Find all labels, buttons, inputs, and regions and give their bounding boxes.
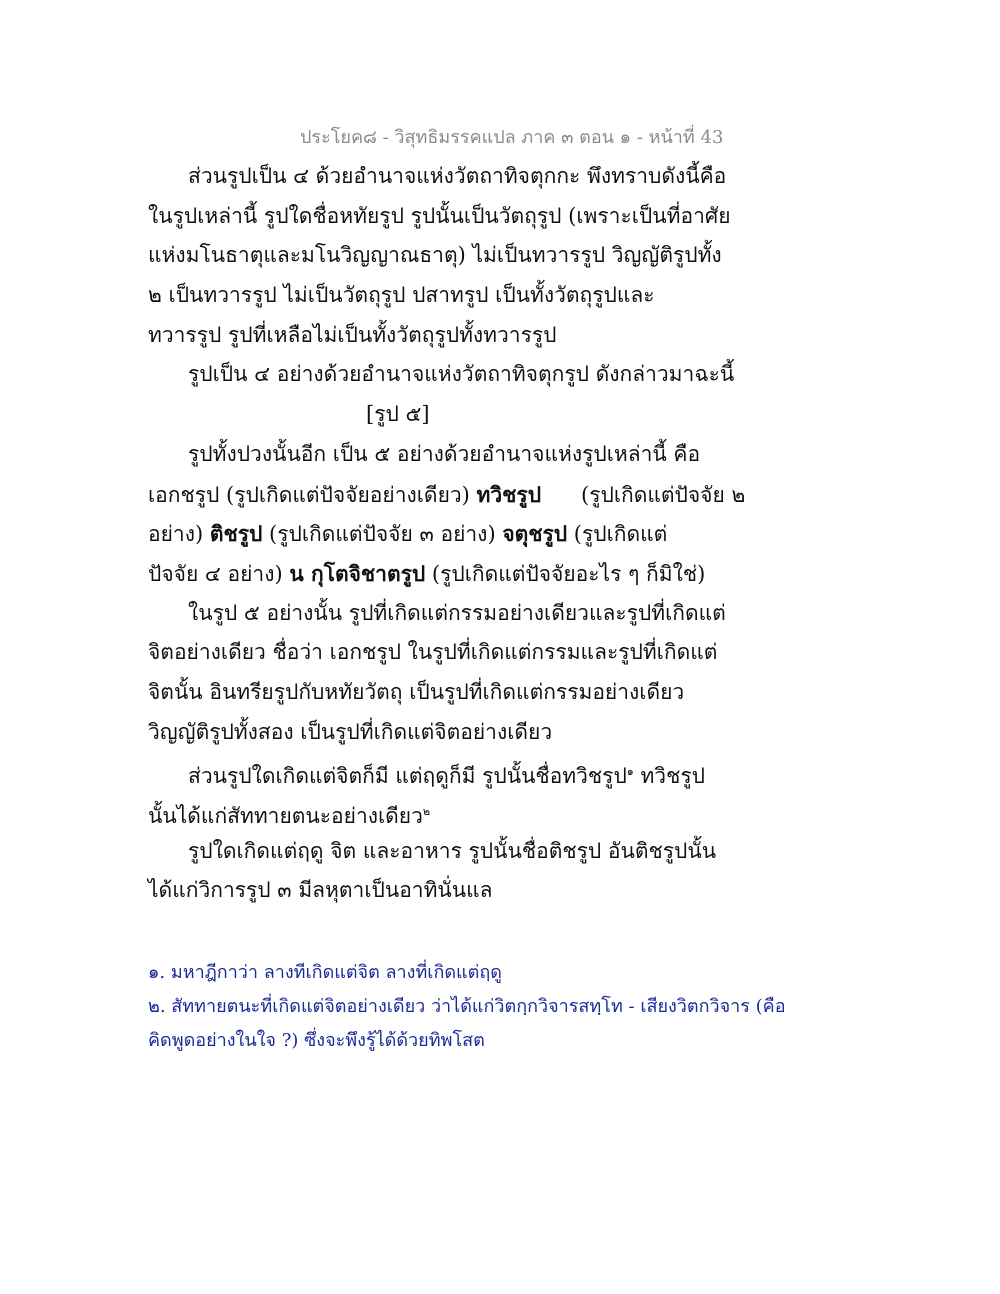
p1-line2: ในรูปเหล่านี้ รูปใดชื่อหทัยรูป รูปนั้นเป็นวัตถุรูป (เพราะเป็นที่อาศัย	[148, 203, 731, 228]
p1-line5: ทวารรูป รูปที่เหลือไม่เป็นทั้งวัตถุรูปทั้งทวารรูป	[148, 322, 557, 347]
page-header: ประโยค๘ - วิสุทธิมรรคแปล ภาค ๓ ตอน ๑ - หน้าที่ 43	[300, 127, 724, 148]
p3-line3-a: อย่าง)	[148, 522, 210, 547]
p1-line1: ส่วนรูปเป็น ๔ ด้วยอำนาจแห่งวัตถาทิจตุกกะ พึงทราบดังนี้คือ	[188, 164, 727, 188]
p4-line3: จิตนั้น อินทรียรูปกับหทัยวัตถุ เป็นรูปที่เกิดแต่กรรมอย่างเดียว	[148, 679, 685, 704]
p5-line2-a: นั้นได้แก่สัททายตนะอย่างเดียว	[148, 804, 423, 828]
footnote-marker-1[interactable]: ๑	[626, 765, 634, 779]
section-heading: [รูป ๕]	[366, 402, 430, 427]
p1-line4: ๒ เป็นทวารรูป ไม่เป็นวัตถุรูป ปสาทรูป เป็นทั้งวัตถุรูปและ	[148, 283, 655, 308]
term-catuja-rupa: จตุชรูป	[502, 521, 568, 547]
p3-line3	[148, 514, 748, 554]
p3-line4-a: ปัจจัย ๔ อย่าง)	[148, 561, 290, 586]
term-tija-rupa: ติชรูป	[209, 521, 263, 547]
p6-line2: ได้แก่วิการรูป ๓ มีลหุตาเป็นอาทินั่นแล	[148, 878, 493, 903]
p3-line4	[148, 554, 748, 594]
p3-line3-e: (รูปเกิดแต่	[567, 522, 668, 547]
footnote-2-line2: คิดพูดอย่างในใจ ?) ซึ่งจะพึงรู้ได้ด้วยทิพโสต	[148, 1030, 485, 1051]
p3-line2	[148, 475, 748, 515]
p3-line2-c: (รูปเกิดแต่ปัจจัย ๒	[581, 482, 746, 507]
p4-line4: วิญญัติรูปทั้งสอง เป็นรูปที่เกิดแต่จิตอย่างเดียว	[148, 719, 553, 744]
p3-line4-c: (รูปเกิดแต่ปัจจัยอะไร ๆ ก็มิใช่)	[425, 561, 706, 586]
p5-line1-b: ทวิชรูป	[633, 764, 705, 789]
p3-line1: รูปทั้งปวงนั้นอีก เป็น ๕ อย่างด้วยอำนาจแห่งรูปเหล่านี้ คือ	[188, 441, 701, 466]
p3-line3-c: (รูปเกิดแต่ปัจจัย ๓ อย่าง)	[262, 522, 503, 547]
footnotes	[148, 956, 786, 1058]
term-na-kutoci-rupa: น กุโตจิชาตรูป	[289, 560, 426, 586]
p5-line1	[148, 752, 748, 792]
main-text	[148, 157, 748, 911]
p1-line3: แห่งมโนธาตุและมโนวิญญาณธาตุ) ไม่เป็นทวารรูป วิญญัติรูปทั้ง	[148, 243, 722, 268]
footnote-1: ๑. มหาฎีกาว่า ลางทีเกิดแต่จิต ลางที่เกิดแต่ฤดู	[148, 962, 502, 983]
p4-line1: ในรูป ๕ อย่างนั้น รูปที่เกิดแต่กรรมอย่างเดียวและรูปที่เกิดแต่	[188, 600, 726, 625]
p5-line1-a: ส่วนรูปใดเกิดแต่จิตก็มี แต่ฤดูก็มี รูปนั้นชื่อทวิชรูป	[188, 764, 627, 789]
p6-line1: รูปใดเกิดแต่ฤดู จิต และอาหาร รูปนั้นชื่อติชรูป อันติชรูปนั้น	[188, 838, 717, 863]
p5-line2	[148, 792, 748, 832]
term-dvija-rupa: ทวิชรูป	[476, 481, 542, 507]
p4-line2: จิตอย่างเดียว ชื่อว่า เอกชรูป ในรูปที่เกิดแต่กรรมและรูปที่เกิดแต่	[148, 640, 718, 665]
p3-line2-a: เอกชรูป (รูปเกิดแต่ปัจจัยอย่างเดียว)	[148, 482, 477, 507]
footnote-2-line1: ๒. สัททายตนะที่เกิดแต่จิตอย่างเดียว ว่าได้แก่วิตกฺกวิจารสทฺโท - เสียงวิตกวิจาร (คือ	[148, 996, 786, 1017]
footnote-marker-2[interactable]: ๒	[422, 805, 431, 818]
p2-line1: รูปเป็น ๔ อย่างด้วยอำนาจแห่งวัตถาทิจตุกรูป ดังกล่าวมาฉะนี้	[188, 362, 735, 387]
